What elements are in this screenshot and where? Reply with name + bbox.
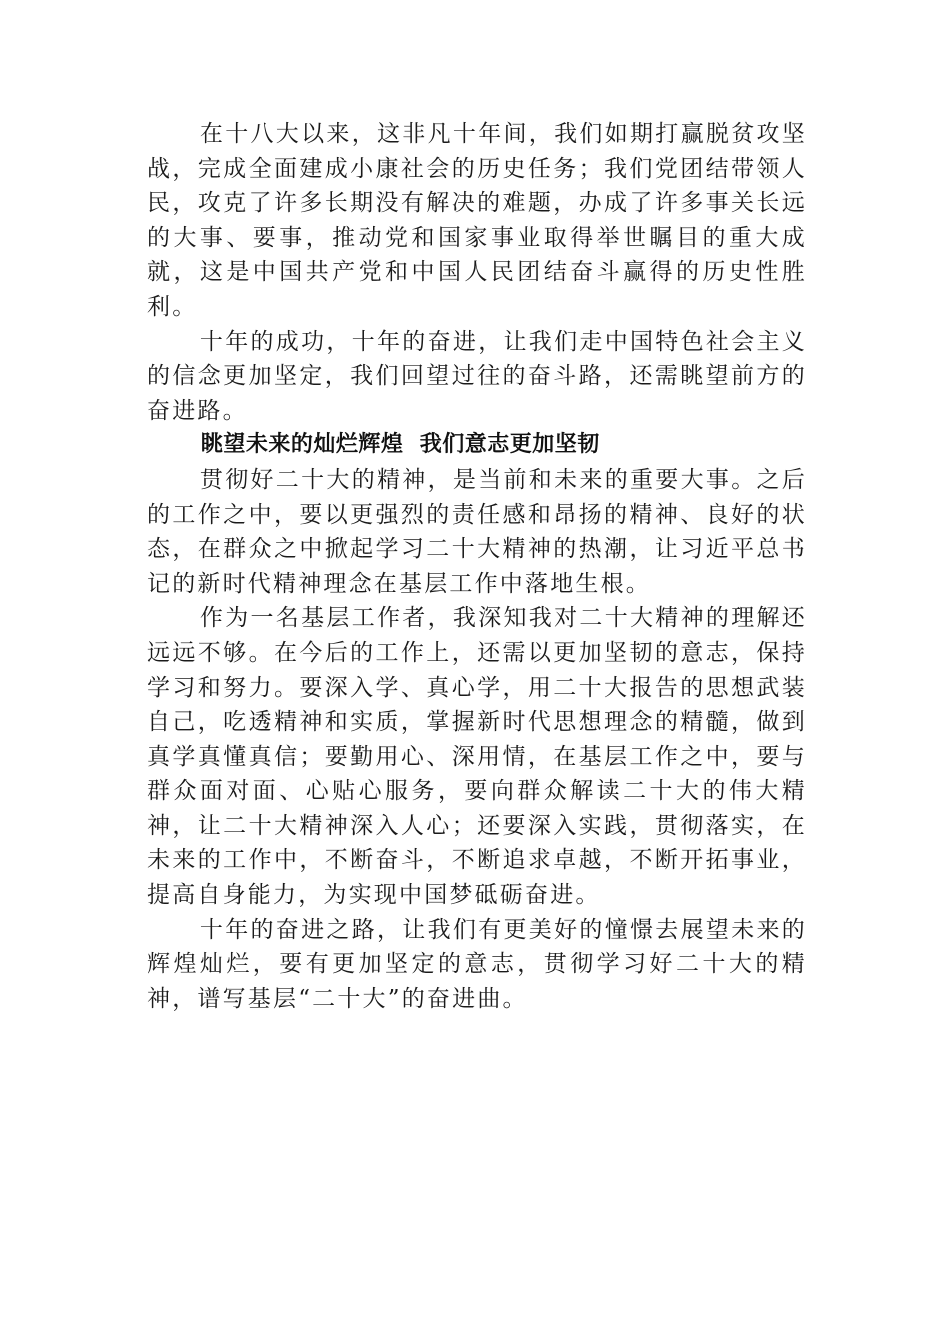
- paragraph-grassroots-worker: 作为一名基层工作者，我深知我对二十大精神的理解还远远不够。在今后的工作上，还需以更加坚韧的意志，保持学习和努力。要深入学、真心学，用二十大报告的思想武装自己，吃透精神和实质，掌握新时代思想理念的精髓，做到真学真懂真信；要勤用心、深用情，在基层工作之中，要与群众面对面、心贴心服务，要向群众解读二十大的伟大精神，让二十大精神深入人心；还要深入实践，贯彻落实，在未来的工作中，不断奋斗，不断追求卓越，不断开拓事业，提高自身能力，为实现中国梦砥砺奋进。: [147, 605, 807, 909]
- document-body: [147, 117, 807, 1016]
- paragraph-conclusion: 十年的奋进之路，让我们有更美好的憧憬去展望未来的辉煌灿烂，要有更加坚定的意志，贯彻学习好二十大的精神，谱写基层“二十大”的奋进曲。: [147, 916, 807, 1012]
- paragraph-achievements: 在十八大以来，这非凡十年间，我们如期打赢脱贫攻坚战，完成全面建成小康社会的历史任务；我们党团结带领人民，攻克了许多长期没有解决的难题，办成了许多事关长远的大事、要事，推动党和国家事业取得举世瞩目的重大成就，这是中国共产党和中国人民团结奋斗赢得的历史性胜利。: [147, 121, 807, 320]
- paragraph-implement-spirit: 贯彻好二十大的精神，是当前和未来的重要大事。之后的工作之中，要以更强烈的责任感和昂扬的精神、良好的状态，在群众之中掀起学习二十大精神的热潮，让习近平总书记的新时代精神理念在基层工作中落地生根。: [147, 466, 807, 597]
- paragraph-success: 十年的成功，十年的奋进，让我们走中国特色社会主义的信念更加坚定，我们回望过往的奋斗路，还需眺望前方的奋进路。: [147, 328, 807, 424]
- section-heading: 眺望未来的灿烂辉煌 我们意志更加坚韧: [200, 432, 600, 458]
